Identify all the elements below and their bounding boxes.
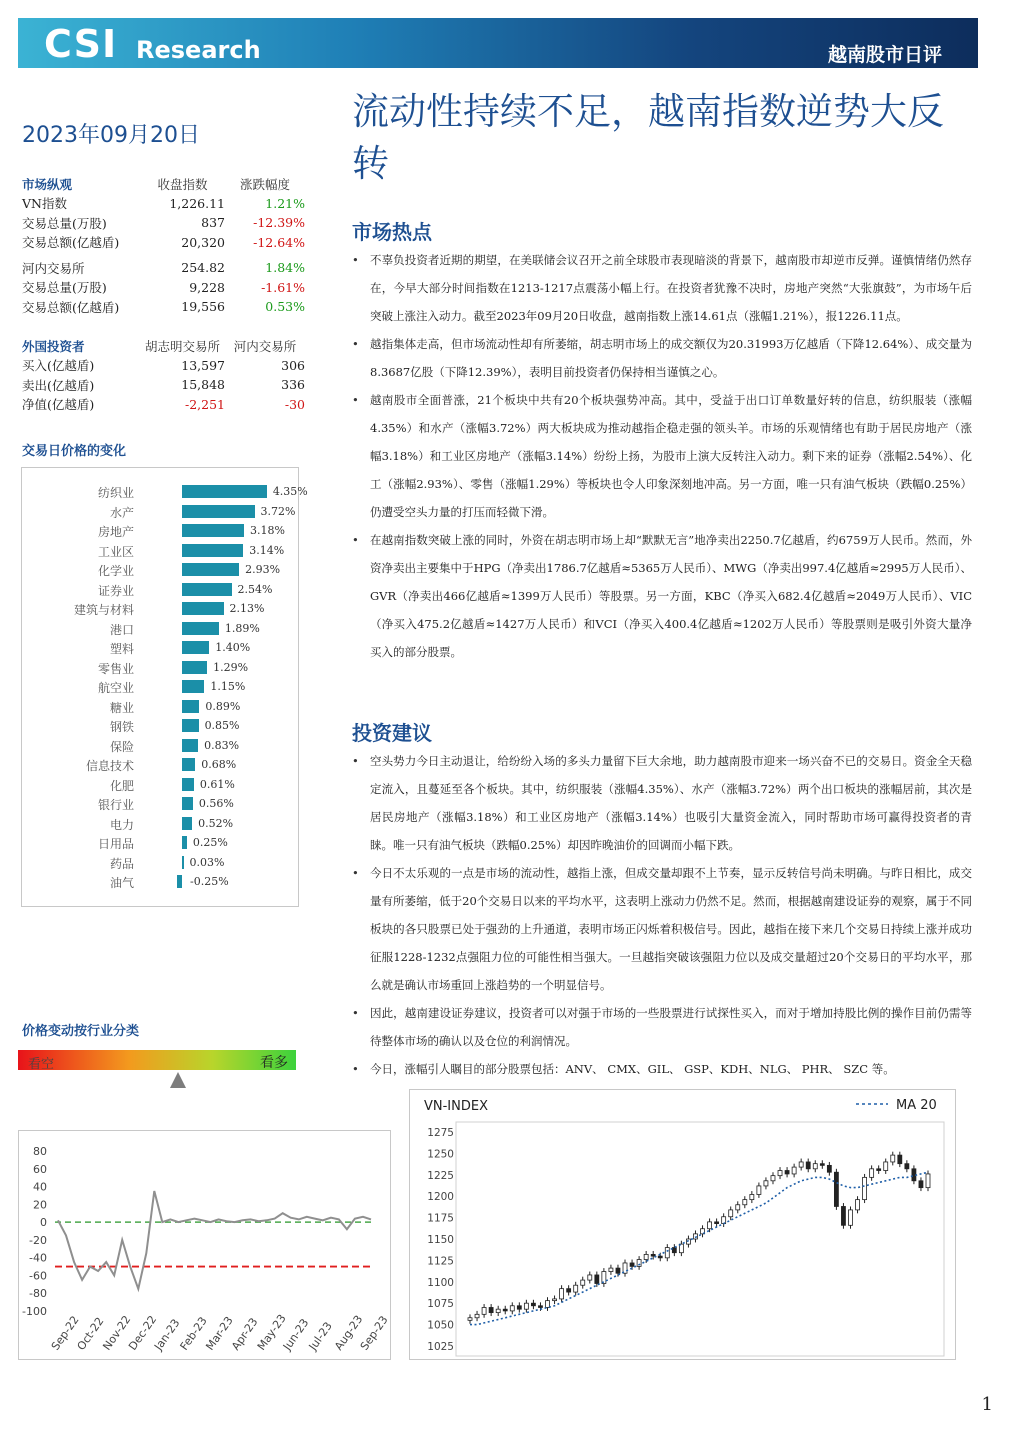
row-value-2: 1.84% xyxy=(265,260,305,276)
candle-body xyxy=(553,1299,557,1301)
y-tick-label: 20 xyxy=(33,1198,47,1212)
advice-heading: 投资建议 xyxy=(352,721,432,745)
bar-row xyxy=(22,482,308,502)
row-label: 交易总量(万股) xyxy=(22,215,107,231)
breadth-series-line xyxy=(58,1191,371,1289)
y-tick-label: 1175 xyxy=(427,1212,454,1225)
y-tick-label: 40 xyxy=(33,1180,47,1194)
table-row xyxy=(22,375,305,395)
bar-value-label: 0.61% xyxy=(199,777,235,791)
table-row xyxy=(22,297,305,317)
bar-category-label: 信息技术 xyxy=(85,759,134,773)
y-tick-label: -80 xyxy=(29,1287,47,1301)
y-tick-label: 1250 xyxy=(427,1148,454,1161)
row-label: 交易总量(万股) xyxy=(22,280,107,296)
industry-heading: 价格变动按行业分类 xyxy=(22,1024,140,1039)
paragraph-item: • 不辜负投资者近期的期望，在美联储会议召开之前全球股市表现暗淡的背景下，越南股市却逆市反弹。谨慎情绪仍然存在，今早大部分时间指数在1213-1217点震荡小幅上行。在投资者犹豫不决时，房地产突然“大张旗鼓”，为市场午后突破上涨注入动力。截至2023年09月20日收盘，越南指数上涨14.61点（涨幅1.21%），报1226.11点。 xyxy=(352,246,972,330)
market-header-row xyxy=(22,174,305,194)
candle-body xyxy=(827,1165,831,1172)
bar-category-label: 化学业 xyxy=(97,564,134,578)
candle-body xyxy=(503,1309,507,1311)
row-value-1: 15,848 xyxy=(181,377,225,393)
candle-body xyxy=(841,1206,845,1225)
bar xyxy=(182,836,187,849)
candle-body xyxy=(799,1162,803,1167)
candle-body xyxy=(884,1162,888,1171)
y-tick-label: 1100 xyxy=(427,1276,454,1289)
bar xyxy=(182,700,199,713)
bar-row xyxy=(22,736,300,756)
row-value-2: -1.61% xyxy=(261,279,305,295)
bar-category-label: 药品 xyxy=(109,856,134,871)
paragraph-item: • 越指集体走高，但市场流动性却有所萎缩，胡志明市场上的成交额仅为20.31993万亿越盾（下降12.64%）、成交量为8.3687亿股（下降12.39%），表明目前投资者仍保持相当谨慎之心。 xyxy=(352,330,972,386)
legend-label: MA 20 xyxy=(896,1098,937,1113)
bar-row xyxy=(22,775,300,795)
paragraph-item: • 今日，涨幅引人瞩目的部分股票包括：ANV、 CMX、GIL、 GSP、KDH、NLG、 PHR、 SZC 等。 xyxy=(352,1055,972,1083)
row-value-1: 19,556 xyxy=(181,299,225,315)
candle-body xyxy=(870,1169,874,1178)
bar-category-label: 港口 xyxy=(109,622,134,637)
plot-area xyxy=(456,1122,944,1356)
candle-body xyxy=(708,1222,712,1229)
bar-row xyxy=(22,872,300,892)
row-value-2: -12.39% xyxy=(253,215,305,231)
y-tick-label: 0 xyxy=(40,1216,47,1230)
bar-row xyxy=(22,853,300,873)
x-tick-label: Dec-22 xyxy=(126,1313,160,1353)
bar-row xyxy=(22,814,300,834)
x-tick-label: May-23 xyxy=(254,1312,289,1353)
report-type: 越南股市日评 xyxy=(827,44,942,66)
table-row xyxy=(22,258,305,278)
bar-value-label: 0.25% xyxy=(192,836,228,849)
bar-category-label: 钢铁 xyxy=(109,720,134,734)
bar-value-label: 3.14% xyxy=(249,543,285,557)
candle-body xyxy=(517,1306,521,1309)
x-tick-label: Aug-23 xyxy=(332,1312,366,1353)
candle-body xyxy=(729,1210,733,1217)
bar-value-label: 3.18% xyxy=(250,524,285,537)
candle-body xyxy=(743,1200,747,1205)
row-label: 交易总额(亿越盾) xyxy=(22,299,120,315)
bar xyxy=(182,758,195,771)
bar-category-label: 银行业 xyxy=(97,798,134,812)
y-tick-label: 1275 xyxy=(427,1127,454,1139)
candle-body xyxy=(531,1303,535,1306)
bar-row xyxy=(22,619,300,639)
x-tick-label: Feb-23 xyxy=(177,1314,210,1353)
bar-value-label: 0.03% xyxy=(189,855,225,869)
row-label: 净值(亿越盾) xyxy=(22,397,95,413)
bar xyxy=(182,680,204,693)
candle-body xyxy=(524,1303,528,1309)
bar-value-label: 4.35% xyxy=(272,485,308,498)
candle-body xyxy=(750,1194,754,1199)
candle-body xyxy=(771,1176,775,1181)
x-tick-label: Jun-23 xyxy=(280,1316,312,1353)
candle-body xyxy=(834,1172,838,1206)
bar-value-label: 0.89% xyxy=(205,699,241,713)
candle-body xyxy=(820,1164,824,1166)
foreign-col1: 胡志明交易所 xyxy=(144,338,220,354)
bar xyxy=(182,739,198,752)
candle-body xyxy=(567,1289,571,1292)
candle-body xyxy=(616,1268,620,1273)
candle-body xyxy=(898,1155,902,1164)
bar-row xyxy=(22,716,300,736)
bar-category-label: 塑料 xyxy=(109,642,134,656)
bar-row xyxy=(22,794,300,814)
market-heading: 市场纵观 xyxy=(22,176,73,192)
y-tick-label: 1025 xyxy=(427,1341,454,1353)
candle-body xyxy=(581,1280,585,1285)
bar-category-label: 工业区 xyxy=(97,544,134,559)
market-col2: 涨跌幅度 xyxy=(239,176,290,192)
bar-category-label: 电力 xyxy=(109,817,134,832)
bar-value-label: 1.29% xyxy=(213,660,249,674)
page-number: 1 xyxy=(981,1394,993,1415)
row-value-1: 9,228 xyxy=(189,279,225,295)
bar xyxy=(182,524,244,537)
candle-body xyxy=(877,1169,881,1171)
paragraph-item: • 因此，越南建设证券建议，投资者可以对强于市场的一些股票进行试探性买入，而对于增加持股比例的操作目前仍需等待整体市场的确认以及仓位的利润情况。 xyxy=(352,999,972,1055)
foreign-header-row xyxy=(22,336,305,356)
bar-category-label: 糖业 xyxy=(109,700,134,715)
bar-category-label: 航空业 xyxy=(97,681,134,695)
bar-category-label: 化肥 xyxy=(109,778,134,793)
bar-row xyxy=(22,677,300,697)
bar xyxy=(182,485,267,498)
bar-value-label: -0.25% xyxy=(190,875,229,888)
candle-body xyxy=(736,1205,740,1210)
candle-body xyxy=(560,1289,564,1299)
candle-body xyxy=(905,1164,909,1169)
candle-body xyxy=(489,1307,493,1312)
candle-body xyxy=(574,1285,578,1292)
candle-body xyxy=(757,1186,761,1195)
bar-category-label: 纺织业 xyxy=(97,486,134,500)
foreign-col2: 河内交易所 xyxy=(233,338,297,354)
bar-category-label: 水产 xyxy=(109,505,134,520)
foreign-investor-table xyxy=(22,336,305,414)
bar xyxy=(182,602,224,615)
bar-row xyxy=(22,833,300,853)
row-label: 卖出(亿越盾) xyxy=(22,377,95,393)
bar-value-label: 1.40% xyxy=(215,641,251,654)
candle-body xyxy=(475,1314,479,1317)
y-tick-label: -60 xyxy=(29,1269,47,1283)
vnindex-chart-svg xyxy=(410,1090,957,1361)
candle-body xyxy=(672,1248,676,1253)
row-label: 买入(亿越盾) xyxy=(22,358,95,374)
bar-value-label: 2.93% xyxy=(245,563,281,576)
candle-body xyxy=(609,1268,613,1271)
sector-bar-chart xyxy=(21,467,308,907)
row-value-2: -30 xyxy=(284,396,305,412)
bar-value-label: 1.15% xyxy=(210,680,246,693)
report-date: 2023年09月20日 xyxy=(22,123,200,148)
bar-row xyxy=(22,599,300,619)
y-tick-label: 1225 xyxy=(427,1169,454,1182)
candle-body xyxy=(919,1181,923,1188)
bar-value-label: 0.83% xyxy=(204,738,240,752)
bar-category-label: 房地产 xyxy=(97,525,134,539)
candle-body xyxy=(806,1162,810,1169)
candle-body xyxy=(644,1254,648,1259)
bar-row xyxy=(22,560,300,580)
bar-category-label: 保险 xyxy=(109,739,134,754)
bar xyxy=(182,778,194,791)
bar-value-label: 0.68% xyxy=(201,758,237,771)
candle-body xyxy=(482,1307,486,1314)
bar-category-label: 日用品 xyxy=(97,837,134,851)
candle-body xyxy=(651,1254,655,1256)
bar-category-label: 证券业 xyxy=(97,583,134,598)
bar xyxy=(182,641,209,654)
row-value-1: 20,320 xyxy=(181,234,225,250)
y-tick-label: 60 xyxy=(33,1162,47,1176)
paragraph-item: • 今日不太乐观的一点是市场的流动性，越指上涨，但成交量却跟不上节奏，显示反转信号尚未明确。与昨日相比，成交量有所萎缩，低于20个交易日以来的平均水平，这表明上涨动力仍然不足。然而，根据越南建设证券的观察，属于不同板块的各只股票已处于强劲的上升通道，表明市场正闪烁着积极信号。因此，越指在接下来几个交易日持续上涨并成功征服1228-1232点强阻力位的可能性相当强大。一旦越指突破该强阻力位以及成交量超过20个交易日的平均水平，那么就是确认市场重回上涨趋势的一个明显信号。 xyxy=(352,859,972,999)
market-overview-table xyxy=(22,174,305,317)
report-title: 流动性持续不足，越南指数逆势大反转 xyxy=(352,90,944,185)
hotspot-list xyxy=(352,246,972,666)
vnindex-chart xyxy=(409,1089,956,1360)
bar xyxy=(182,856,184,869)
paragraph-item: • 在越南指数突破上涨的同时，外资在胡志明市场上却“默默无言”地净卖出2250.7亿越盾，约6759万人民币。然而，外资净卖出主要集中于HPG（净卖出1786.7亿越盾≈5365万人民币）、MWG（净卖出997.4亿越盾≈2995万人民币）、GVR（净卖出466亿越盾≈1399万人民币）等股票。另一方面，KBC（净买入682.4亿越盾≈2049万人民币）、VIC（净买入475.2亿越盾≈1427万人民币）和VCI（净买入400.4亿越盾≈1202万人民币）等股票则是吸引外资大量净买入的部分股票。 xyxy=(352,526,972,666)
logo-csi: CSI xyxy=(44,22,118,66)
candle-body xyxy=(715,1222,719,1224)
bar-row xyxy=(22,502,300,522)
bar xyxy=(182,622,219,635)
y-tick-label: 1075 xyxy=(427,1298,454,1311)
candle-body xyxy=(630,1263,634,1266)
advice-list xyxy=(352,747,972,1083)
gauge-pointer-icon xyxy=(170,1072,186,1088)
logo-research: Research xyxy=(136,36,261,64)
gauge-bear-label: 看空 xyxy=(28,1057,55,1072)
row-value-1: 13,597 xyxy=(181,357,225,373)
gauge-bull-label: 看多 xyxy=(260,1055,288,1071)
bar-row xyxy=(22,638,300,658)
table-row xyxy=(22,356,305,376)
bar-category-label: 零售业 xyxy=(97,661,134,676)
candle-body xyxy=(595,1275,599,1284)
candle-body xyxy=(468,1318,472,1321)
row-label: 交易总额(亿越盾) xyxy=(22,235,120,251)
y-tick-label: -20 xyxy=(29,1233,47,1247)
bar-value-label: 0.56% xyxy=(198,797,234,810)
x-tick-label: Sep-22 xyxy=(48,1313,82,1353)
candle-body xyxy=(848,1210,852,1225)
bar-category-label: 建筑与材料 xyxy=(73,603,134,617)
breadth-chart-svg xyxy=(19,1131,392,1361)
candle-body xyxy=(764,1181,768,1186)
bar-row xyxy=(22,755,300,775)
row-value-1: 1,226.11 xyxy=(169,195,225,211)
breadth-chart xyxy=(18,1130,391,1360)
bar-value-label: 2.54% xyxy=(237,582,273,596)
row-value-2: 306 xyxy=(281,357,305,373)
candle-body xyxy=(496,1309,500,1312)
y-tick-label: -40 xyxy=(29,1251,47,1265)
bar-row xyxy=(22,521,300,541)
candle-body xyxy=(778,1171,782,1176)
x-tick-label: Apr-23 xyxy=(229,1315,261,1353)
paragraph-item: • 空头势力今日主动退让，给纷纷入场的多头力量留下巨大余地，助力越南股市迎来一场兴奋不已的交易日。资金全天稳定流入，且蔓延至各个板块。其中，纺织服装（涨幅4.35%）、水产（涨幅3.72%）两个出口板块的涨幅居前，其次是居民房地产（涨幅3.18%）和工业区房地产（涨幅3.14%）也吸引大量资金流入，同时帮助市场可赢得投资者的青睐。唯一只有油气板块（跌幅0.25%）却因昨晚油价的回调而小幅下跌。 xyxy=(352,747,972,859)
row-value-2: -12.64% xyxy=(253,234,305,250)
candle-body xyxy=(792,1167,796,1174)
row-value-1: 254.82 xyxy=(181,260,225,276)
bar-row xyxy=(22,697,300,717)
bar-row xyxy=(22,658,300,678)
bar xyxy=(182,817,192,830)
bar xyxy=(182,544,243,557)
paragraph-item: • 越南股市全面普涨，21个板块中共有20个板块强势冲高。其中，受益于出口订单数量好转的信息，纺织服装（涨幅4.35%）和水产（涨幅3.72%）两大板块成为推动越指企稳走强的领头羊。市场的乐观情绪也有助于居民房地产（涨幅3.18%）和工业区房地产（涨幅3.14%）纷纷上扬，为股市上演大反转注入动力。剩下来的证券（涨幅2.54%）、化工（涨幅2.93%）、零售（涨幅1.29%）等板块也令人印象深刻地冲高。另一方面，唯一只有油气板块（跌幅0.25%）仍遭受空头力量的打压而轻微下滑。 xyxy=(352,386,972,526)
candle-body xyxy=(785,1171,789,1174)
candle-body xyxy=(510,1306,514,1311)
candle-body xyxy=(665,1248,669,1258)
hotspot-heading: 市场热点 xyxy=(352,220,432,244)
bar-value-label: 2.13% xyxy=(229,602,265,615)
table-row xyxy=(22,278,305,298)
y-tick-label: 1150 xyxy=(427,1234,454,1246)
foreign-heading: 外国投资者 xyxy=(22,338,85,354)
row-value-1: 837 xyxy=(201,215,225,231)
x-tick-label: Nov-22 xyxy=(100,1313,134,1353)
bar-row xyxy=(22,541,300,561)
chart-title: VN-INDEX xyxy=(424,1099,488,1114)
candle-body xyxy=(538,1306,542,1308)
y-tick-label: 1200 xyxy=(427,1191,454,1204)
bar xyxy=(177,875,182,888)
bar xyxy=(182,797,193,810)
candle-body xyxy=(813,1164,817,1169)
x-tick-label: Jan-23 xyxy=(151,1316,183,1353)
y-tick-label: 1125 xyxy=(427,1255,454,1268)
bar-value-label: 0.85% xyxy=(204,719,240,732)
candle-body xyxy=(588,1275,592,1280)
x-tick-label: Sep-23 xyxy=(357,1313,391,1353)
x-tick-label: Jul-23 xyxy=(306,1319,335,1353)
candle-body xyxy=(658,1256,662,1258)
row-value-2: 1.21% xyxy=(265,195,305,211)
bar xyxy=(182,661,207,674)
market-col1: 收盘指数 xyxy=(157,176,208,192)
sector-change-heading: 交易日价格的变化 xyxy=(22,444,127,459)
bar xyxy=(182,563,239,576)
row-label: VN指数 xyxy=(22,196,67,212)
table-row xyxy=(22,233,305,253)
bar-value-label: 0.52% xyxy=(198,816,234,830)
bar-value-label: 1.89% xyxy=(224,621,260,635)
bar-value-label: 3.72% xyxy=(260,504,296,518)
x-tick-label: Oct-22 xyxy=(74,1314,107,1353)
row-label: 河内交易所 xyxy=(22,260,85,276)
row-value-1: -2,251 xyxy=(184,396,225,412)
candle-body xyxy=(863,1177,867,1199)
candle-body xyxy=(891,1155,895,1162)
table-row xyxy=(22,213,305,233)
table-row xyxy=(22,395,305,415)
bar-row xyxy=(22,580,300,600)
table-row xyxy=(22,194,305,214)
bar xyxy=(182,719,199,732)
bar-category-label: 油气 xyxy=(109,876,134,890)
bar xyxy=(182,505,255,518)
ma20-line xyxy=(470,1172,928,1324)
candle-body xyxy=(926,1174,930,1188)
y-tick-label: -100 xyxy=(22,1305,47,1318)
bar xyxy=(182,583,232,596)
y-tick-label: 80 xyxy=(33,1145,47,1158)
row-value-2: 0.53% xyxy=(265,299,305,315)
y-tick-label: 1050 xyxy=(427,1319,454,1332)
candle-body xyxy=(722,1217,726,1224)
x-tick-label: Mar-23 xyxy=(203,1314,236,1353)
sentiment-gauge xyxy=(18,1050,296,1070)
row-value-2: 336 xyxy=(281,377,305,393)
candle-body xyxy=(856,1200,860,1210)
header-banner xyxy=(18,18,978,68)
